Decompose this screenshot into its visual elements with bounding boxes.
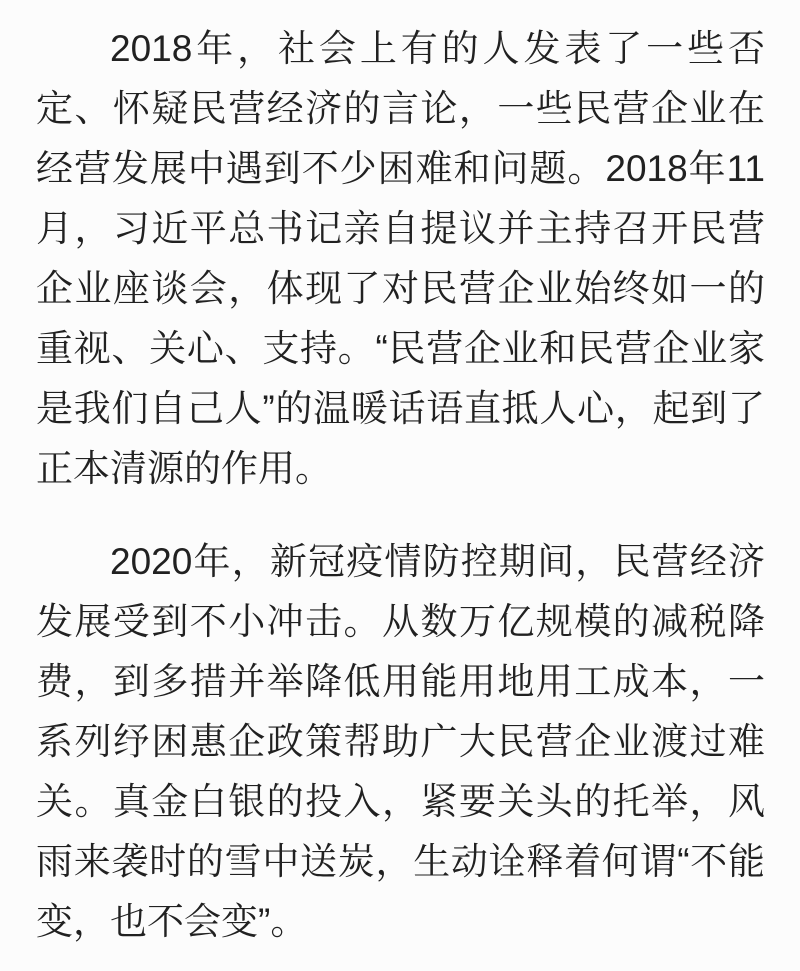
article-paragraph-2: 2020年，新冠疫情防控期间，民营经济发展受到不小冲击。从数万亿规模的减税降费，到多措并举降低用能用地用工成本，一系列纾困惠企政策帮助广大民营企业渡过难关。真金白银的投入，紧要关头的托举，风雨来袭时的雪中送炭，生动诠释着何谓“不能变，也不会变”。 bbox=[36, 541, 765, 942]
article-paragraph-1: 2018年，社会上有的人发表了一些否定、怀疑民营经济的言论，一些民营企业在经营发展中遇到不少困难和问题。2018年11月，习近平总书记亲自提议并主持召开民营企业座谈会，体现了对民营企业始终如一的重视、关心、支持。“民营企业和民营企业家是我们自己人”的温暖话语直抵人心，起到了正本清源的作用。 bbox=[36, 28, 765, 489]
